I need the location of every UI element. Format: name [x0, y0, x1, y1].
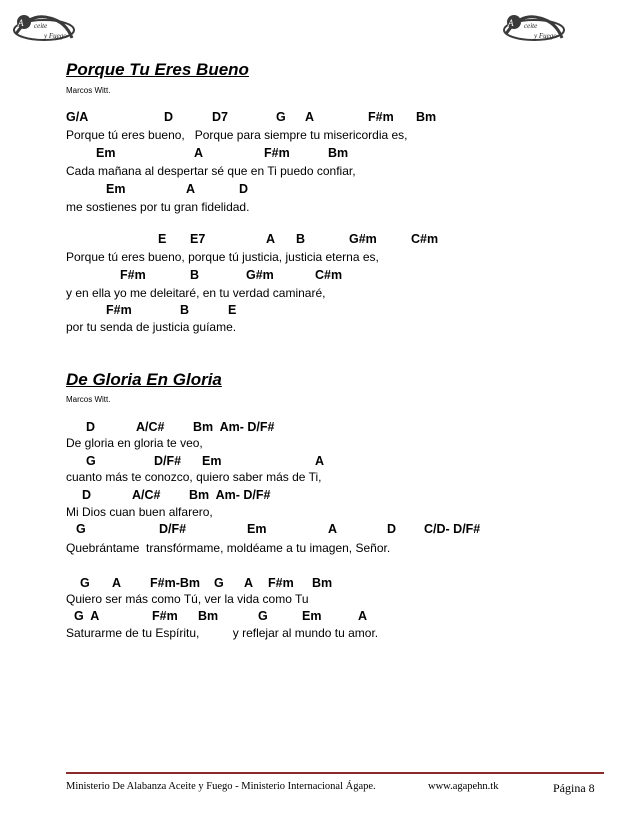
- chord: A: [305, 110, 315, 124]
- chord: F#m: [268, 576, 294, 590]
- chord: Bm: [416, 110, 437, 124]
- chord: A: [266, 232, 276, 246]
- chord: D/F#: [154, 454, 182, 468]
- chord: F#m-Bm: [150, 576, 201, 590]
- chord: A: [194, 146, 204, 160]
- chord: A: [244, 576, 254, 590]
- lyric-line: Quiero ser más como Tú, ver la vida como Tu: [66, 592, 309, 606]
- lyric-line: Saturarme de tu Espíritu, y reflejar al mundo tu amor.: [66, 626, 379, 640]
- chord: A: [328, 522, 338, 536]
- lyric-line: Cada mañana al despertar sé que en Ti puedo confiar,: [66, 164, 356, 178]
- lyric-line: Porque tú eres bueno, Porque para siempre tu misericordia es,: [66, 128, 408, 142]
- chord: Em: [202, 454, 222, 468]
- song-title: Porque Tu Eres Bueno: [66, 60, 249, 79]
- chord: A/C#: [136, 420, 165, 434]
- lyric-line: y en ella yo me deleitaré, en tu verdad caminaré,: [66, 286, 326, 300]
- chord: Bm: [198, 609, 219, 623]
- chord: D: [239, 182, 249, 196]
- svg-text:ceite: ceite: [524, 22, 538, 30]
- lyric-line: cuanto más te conozco, quiero saber más de Ti,: [66, 470, 322, 484]
- chord-line: [66, 486, 586, 504]
- chord: Bm: [312, 576, 333, 590]
- chord: E7: [190, 232, 206, 246]
- chord-line: [66, 230, 586, 248]
- song-title: De Gloria En Gloria: [66, 370, 222, 389]
- chord: Bm Am- D/F#: [193, 420, 275, 434]
- chord: F#m: [106, 303, 132, 317]
- chord-line: [66, 301, 586, 319]
- chord: D/F#: [159, 522, 187, 536]
- chord: A/C#: [132, 488, 161, 502]
- chord: G: [214, 576, 224, 590]
- chord: Em: [106, 182, 126, 196]
- svg-text:ceite: ceite: [34, 22, 48, 30]
- chord: D: [387, 522, 397, 536]
- lyric-line: por tu senda de justicia guíame.: [66, 320, 237, 334]
- svg-text:y Fuego: y Fuego: [44, 32, 67, 40]
- chord: D: [164, 110, 174, 124]
- chord: Em: [302, 609, 322, 623]
- lyric-line: Quebrántame transfórmame, moldéame a tu imagen, Señor.: [66, 541, 391, 555]
- chord: C#m: [315, 268, 343, 282]
- chord-line: [66, 108, 586, 126]
- chord-line: [66, 144, 586, 162]
- chord: G: [258, 609, 268, 623]
- chord-line: [66, 607, 586, 625]
- chord-line: [66, 180, 586, 198]
- footer-rule: [66, 772, 604, 774]
- chord: C/D- D/F#: [424, 522, 481, 536]
- chord: G: [276, 110, 286, 124]
- chord: G#m: [246, 268, 274, 282]
- chord-line: [66, 520, 586, 538]
- chord: G: [80, 576, 90, 590]
- svg-text:A: A: [18, 18, 24, 28]
- chord: E: [228, 303, 237, 317]
- ministry-logo-left: [10, 8, 78, 46]
- lyric-line: Mi Dios cuan buen alfarero,: [66, 505, 213, 519]
- chord: D: [86, 420, 96, 434]
- chord: A: [315, 454, 325, 468]
- footer-website: www.agapehn.tk: [428, 781, 499, 792]
- lyric-line: me sostienes por tu gran fidelidad.: [66, 200, 250, 214]
- chord: B: [296, 232, 306, 246]
- chord: A: [358, 609, 368, 623]
- chord: D7: [212, 110, 228, 124]
- chord: B: [180, 303, 190, 317]
- chord: Em: [247, 522, 267, 536]
- chord-line: [66, 266, 586, 284]
- chord: G#m: [349, 232, 377, 246]
- footer-ministry: Ministerio De Alabanza Aceite y Fuego - Ministerio Internacional Ágape.: [66, 781, 376, 792]
- chord: F#m: [264, 146, 290, 160]
- svg-text:y Fuego: y Fuego: [534, 32, 557, 40]
- chord: Bm Am- D/F#: [189, 488, 271, 502]
- chord: G A: [74, 609, 100, 623]
- song-author: Marcos Witt.: [66, 395, 111, 404]
- chord: F#m: [152, 609, 178, 623]
- chord: E: [158, 232, 167, 246]
- svg-text:A: A: [508, 18, 514, 28]
- chord: G: [86, 454, 96, 468]
- lyric-line: De gloria en gloria te veo,: [66, 436, 203, 450]
- chord: Em: [96, 146, 116, 160]
- chord: A: [186, 182, 196, 196]
- lyric-line: Porque tú eres bueno, porque tú justicia, justicia eterna es,: [66, 250, 379, 264]
- song-author: Marcos Witt.: [66, 86, 111, 95]
- chord: A: [112, 576, 122, 590]
- chord: G/A: [66, 110, 89, 124]
- chord: B: [190, 268, 200, 282]
- page-number: Página 8: [553, 781, 595, 795]
- chord: D: [82, 488, 92, 502]
- chord: F#m: [120, 268, 146, 282]
- chord: F#m: [368, 110, 394, 124]
- chord: G: [76, 522, 86, 536]
- chord: C#m: [411, 232, 439, 246]
- chord: Bm: [328, 146, 349, 160]
- ministry-logo-right: [500, 8, 568, 46]
